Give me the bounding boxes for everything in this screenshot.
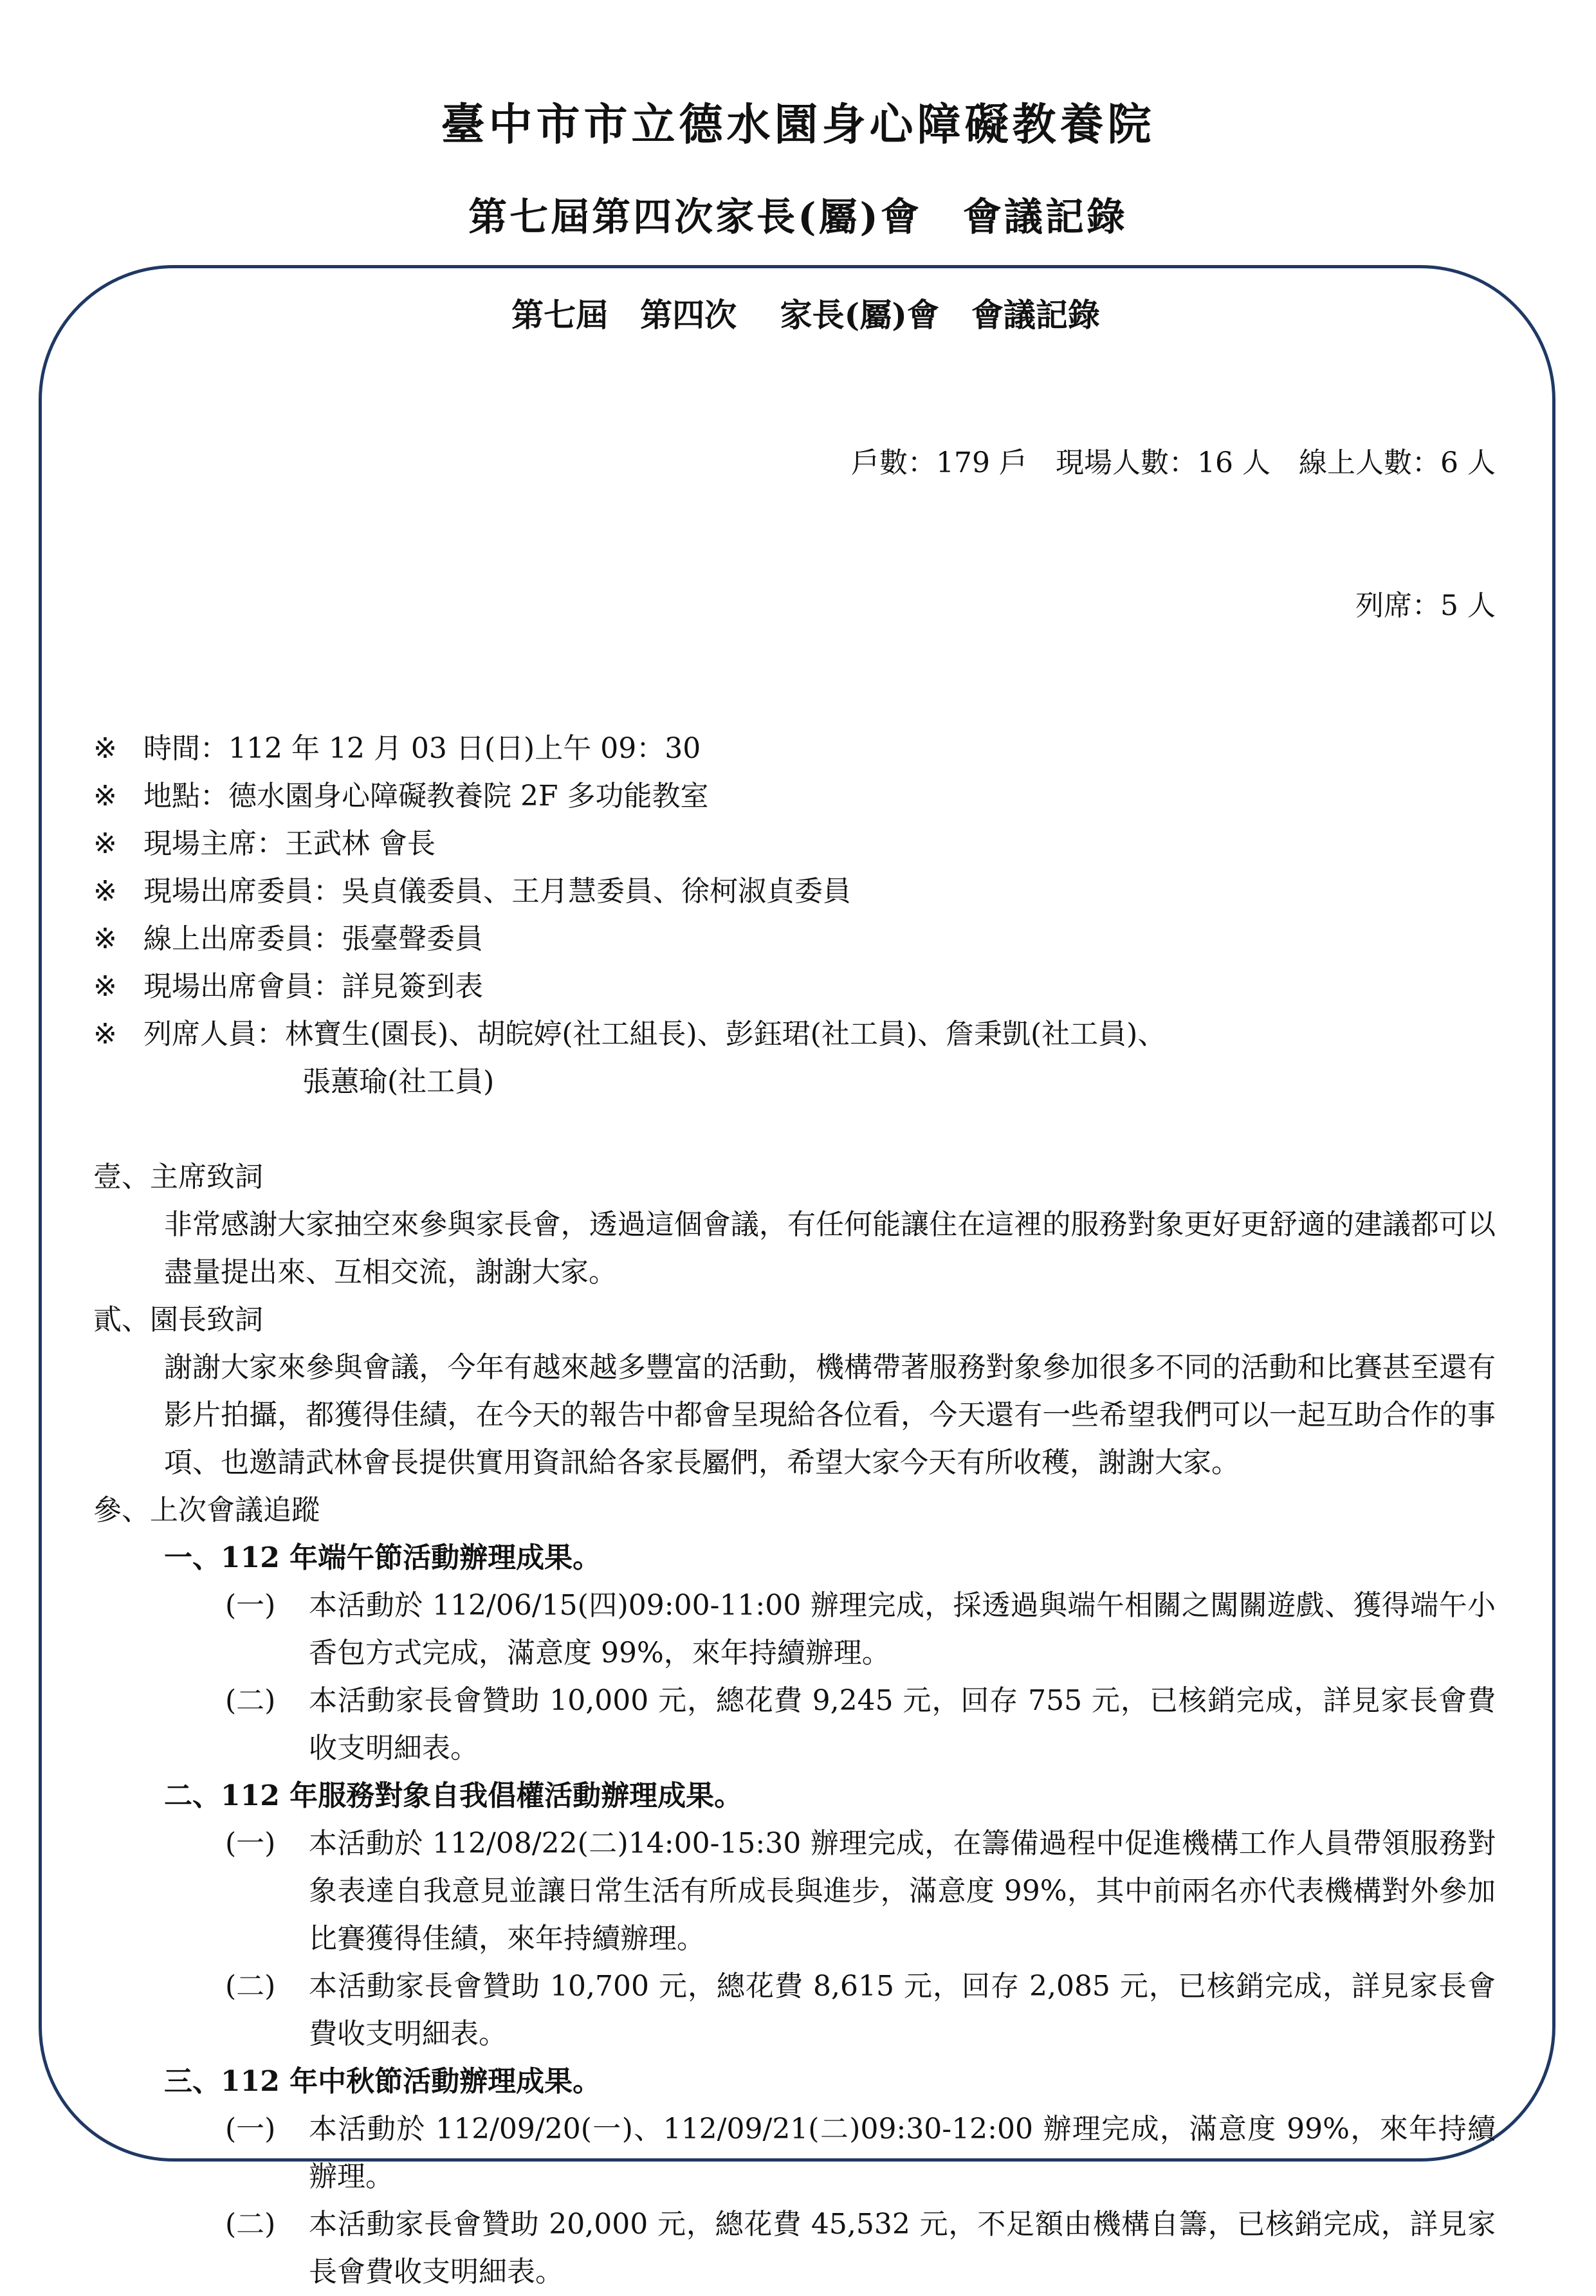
item-number: (一) (225, 2113, 276, 2145)
info-onsite-members (93, 963, 1496, 1011)
item-text: 本活動家長會贊助 20,000 元，總花費 45,532 元，不足額由機構自籌，已核銷完成，詳見家長會費收支明細表。 (309, 2208, 1496, 2288)
item-text: 本活動於 112/09/20(一)、112/09/21(二)09:30-12:00 辦理完成，滿意度 99%，來年持續辦理。 (309, 2113, 1496, 2193)
info-text: 現場出席委員：吳貞儀委員、王月慧委員、徐柯淑貞委員 (143, 875, 851, 908)
stats-line-2: 列席：5 人 (1355, 589, 1496, 622)
info-location (93, 773, 1496, 820)
attendance-stats (93, 344, 1496, 725)
list-item (93, 1582, 1496, 1677)
item-text: 本活動於 112/08/22(二)14:00-15:30 辦理完成，在籌備過程中促進機構工作人員帶領服務對象表達自我意見並讓日常生活有所成長與進步，滿意度 99%，其中前兩名亦代表機構對外參加比賽獲得佳績，來年持續辦理。 (309, 1827, 1496, 1955)
reference-mark: ※ (93, 780, 117, 813)
info-text: 現場出席會員：詳見簽到表 (143, 970, 483, 1003)
spacer (93, 1106, 1496, 1153)
item-text: 本活動於 112/06/15(四)09:00-11:00 辦理完成，採透過與端午相關之闖關遊戲、獲得端午小香包方式完成，滿意度 99%，來年持續辦理。 (309, 1589, 1496, 1669)
content-title: 第七屆 第四次 家長(屬)會 會議記錄 (511, 296, 1100, 334)
info-attendees (93, 1011, 1496, 1058)
info-chair (93, 820, 1496, 868)
info-text: 時間：112 年 12 月 03 日(日)上午 09：30 (143, 732, 701, 765)
item-number: (一) (225, 1827, 276, 1860)
list-item (93, 2106, 1496, 2201)
info-text: 現場主席：王武林 會長 (143, 827, 436, 860)
item-number: (二) (225, 2208, 276, 2241)
info-online-committee (93, 915, 1496, 963)
reference-mark: ※ (93, 970, 117, 1003)
reference-mark: ※ (93, 875, 117, 908)
section-paragraph: 謝謝大家來參與會議，今年有越來越多豐富的活動，機構帶著服務對象參加很多不同的活動和比賽甚至還有影片拍攝，都獲得佳績，在今天的報告中都會呈現給各位看，今天還有一些希望我們可以一起互助合作的事項、也邀請武林會長提供實用資訊給各家長屬們，希望大家今天有所收穫，謝謝大家。 (164, 1351, 1496, 1479)
section-heading: 參、上次會議追蹤 (93, 1494, 320, 1527)
stats-line-1: 戶數：179 戶 現場人數：16 人 線上人數：6 人 (851, 446, 1496, 479)
org-title: 臺中市市立德水園身心障礙教養院 (441, 99, 1155, 151)
item-number: (二) (225, 1970, 276, 2003)
list-item (93, 1820, 1496, 1963)
reference-mark: ※ (93, 923, 117, 955)
item-text: 本活動家長會贊助 10,000 元，總花費 9,245 元，回存 755 元，已核銷完成，詳見家長會費收支明細表。 (309, 1684, 1496, 1765)
section-heading: 貳、園長致詞 (93, 1303, 263, 1336)
reference-mark: ※ (93, 1018, 117, 1051)
list-item (93, 1963, 1496, 2058)
section-heading: 壹、主席致詞 (93, 1161, 263, 1193)
record-content (93, 286, 1496, 2296)
item-text: 本活動家長會贊助 10,700 元，總花費 8,615 元，回存 2,085 元，已核銷完成，詳見家長會費收支明細表。 (309, 1970, 1496, 2050)
info-text: 地點：德水園身心障礙教養院 2F 多功能教室 (143, 780, 709, 813)
info-onsite-committee (93, 868, 1496, 915)
info-attendees-continued: 張蕙瑜(社工員) (302, 1065, 495, 1098)
item-number: (二) (225, 1684, 276, 1717)
list-item (93, 1677, 1496, 1772)
list-item (93, 2201, 1496, 2296)
subsection-heading: 一、112 年端午節活動辦理成果。 (164, 1541, 601, 1574)
info-text: 線上出席委員：張臺聲委員 (143, 923, 483, 955)
meeting-title: 第七屆第四次家長(屬)會 會議記錄 (468, 195, 1128, 240)
info-text: 列席人員：林寶生(園長)、胡皖婷(社工組長)、彭鈺珺(社工員)、詹秉凱(社工員)、 (143, 1018, 1166, 1051)
reference-mark: ※ (93, 732, 117, 765)
meeting-info (93, 725, 1496, 1106)
subsection-heading: 三、112 年中秋節活動辦理成果。 (164, 2065, 601, 2098)
info-time (93, 725, 1496, 773)
item-number: (一) (225, 1589, 276, 1622)
reference-mark: ※ (93, 827, 117, 860)
section-paragraph: 非常感謝大家抽空來參與家長會，透過這個會議，有任何能讓住在這裡的服務對象更好更舒適的建議都可以盡量提出來、互相交流，謝謝大家。 (164, 1208, 1496, 1289)
subsection-heading: 二、112 年服務對象自我倡權活動辦理成果。 (164, 1779, 743, 1812)
